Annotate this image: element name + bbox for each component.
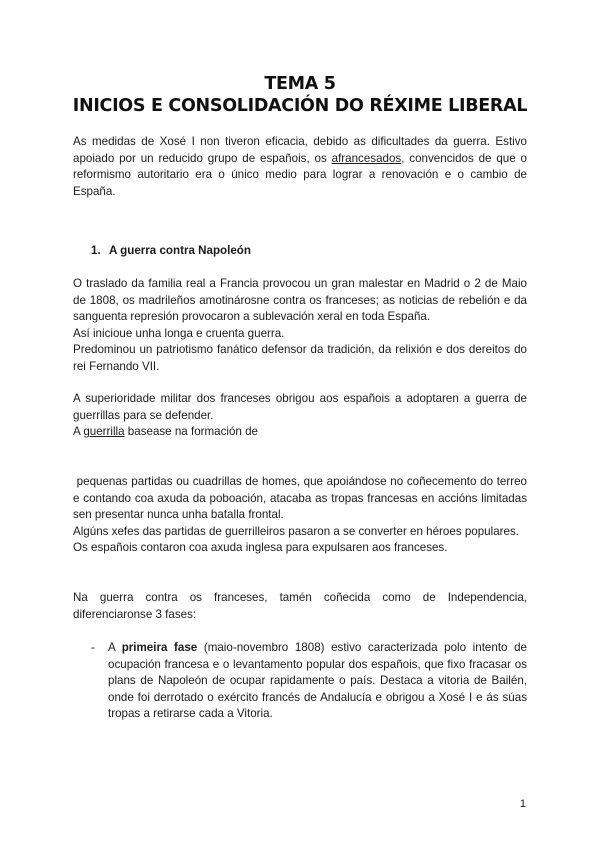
bold-term: primeira fase <box>121 641 198 654</box>
paragraph-line: Así inicioue unha longa e cruenta guerra. <box>73 326 285 340</box>
intro-text: As medidas de Xosé I non tiveron eficacia, debido as dificultades da guerra. Estivo apoiado por un reducido grupo de españois, os afrancesados, convencidos de que o reformismo autoritario era o único medio para lograr a renovación e o cambio de España. <box>73 135 527 198</box>
paragraph-traslado <box>73 276 527 375</box>
bullet-text: A primeira fase (maio-novembro 1808) estivo caracterizada polo intento de ocupación francesa e o levantamento popular dos españois, que fixo fracasar os plans de Napoleón de ocupar rapidamente o país. Destaca a vitoria de Bailén, onde foi derrotado o exército francés de Andalucía e obrigou a Xosé I e ás súas tropas a retirarse cada a Vitoria. <box>108 641 527 720</box>
page-number: 1 <box>519 798 526 810</box>
paragraph-partidas <box>73 474 531 557</box>
guerrilla-term: guerrilla <box>83 425 125 438</box>
paragraph-fases <box>73 590 527 623</box>
document-title: TEMA 5 <box>264 74 336 94</box>
section-heading <box>91 243 251 260</box>
section-number: 1. <box>91 244 101 257</box>
paragraph-line: O traslado da familia real a Francia provocou un gran malestar en Madrid o 2 de Maio de 1808, os madrileños amotinárosne contra os franceses; as noticias de rebelión e da sanguenta represión provocaron a sublevación xeral en toda España. <box>73 277 527 323</box>
paragraph-line: Algúns xefes das partidas de guerrilleiros pasaron a se converter en héroes populares. <box>73 524 519 538</box>
section-title: A guerra contra Napoleón <box>109 244 251 257</box>
paragraph-line: pequenas partidas ou cuadrillas de homes, que apoiándose no coñecemento do terreo e contando coa axuda da poboación, atacaba as tropas francesas en accións limitadas sen presentar nunca unha batalla frontal. <box>73 475 531 521</box>
intro-paragraph <box>73 134 527 200</box>
bullet-dash: - <box>91 641 95 654</box>
bullet-item <box>91 640 527 723</box>
paragraph-line: Os españois contaron coa axuda inglesa para expulsaren aos franceses. <box>73 541 448 554</box>
paragraph-line: A superioridade militar dos franceses obrigou aos españois a adoptaren a guerra de guerrillas para se defender. <box>73 392 527 422</box>
paragraph-line: A guerrilla basease na formación de <box>73 425 258 438</box>
paragraph-line: Predominou un patriotismo fanático defensor da tradición, da relixión e dos dereitos do rei Fernando VII. <box>73 343 527 373</box>
paragraph-line: Na guerra contra os franceses, tamén coñecida como de Independencia, diferenciaronse 3 fases: <box>73 591 527 621</box>
document-subtitle: INICIOS E CONSOLIDACIÓN DO RÉXIME LIBERAL <box>72 96 528 116</box>
afrancesados-term: afrancesados <box>331 151 402 165</box>
paragraph-superioridade <box>73 391 527 441</box>
